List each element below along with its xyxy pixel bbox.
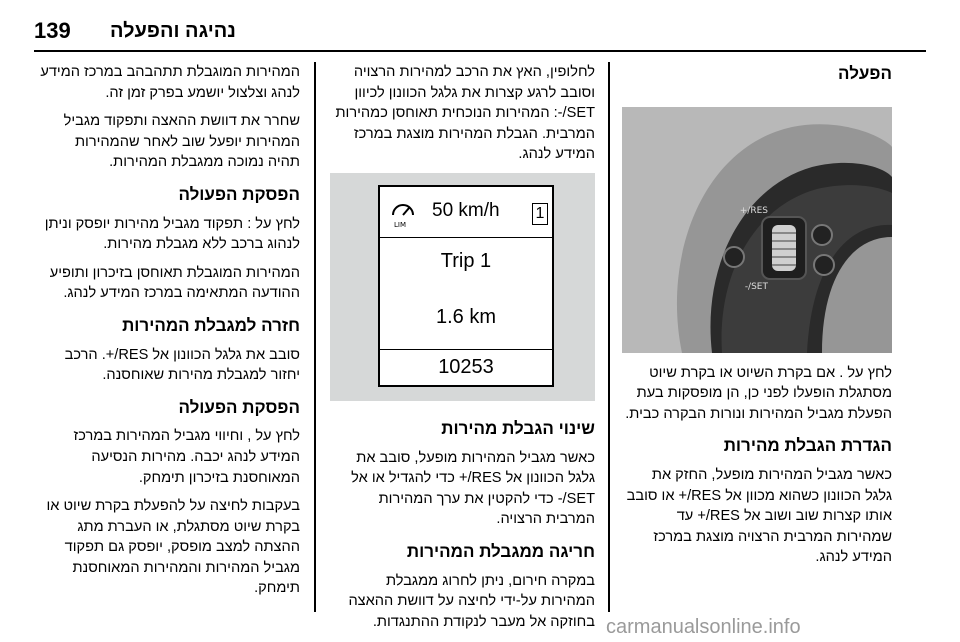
running-title: נהיגה והפעלה [110, 20, 236, 42]
section-heading: חריגה ממגבלת המהירות [406, 541, 595, 561]
trip-distance: 1.6 km [435, 305, 497, 328]
header-rule [34, 50, 926, 52]
paragraph-set-limit: כאשר מגביל המהירות מופעל, החזק את גלגל הכוונון כשהוא מכוון אל RES/+ או סובב אותו קצרות שוב ושוב אל RES/+ עד שמהירות המרבית הרצויה מוצגת במרכז המידע לנהג. [626, 466, 892, 566]
paragraph-stored: המהירות המוגבלת תאוחסן בזיכרון ותופיע ההודעה המתאימה במרכז המידע לנהג. [49, 264, 300, 302]
paragraph-deactivation2: לחץ על , וחיווי מגביל המהירות במרכז המידע לנהג יכבה. מהירות הנסיעה המאוחסנת בזיכרון תימחק. [73, 428, 300, 486]
column-middle [330, 62, 595, 640]
paragraph-slowdown: המהירות המוגבלת תתהבהב במרכז המידע לנהג וצלצול יושמע בפרק זמן זה. [40, 64, 300, 101]
section-heading: הגדרת הגבלת מהירות [723, 436, 892, 456]
svg-text:SET/-: SET/- [744, 281, 768, 292]
watermark: carmanualsonline.info [606, 616, 801, 638]
steering-wheel-figure [622, 107, 892, 353]
lcd-panel [378, 185, 554, 387]
column-left [40, 62, 300, 607]
column-divider [608, 62, 610, 612]
paragraph-deactivate: לחץ על : תפקוד מגביל מהירות יופסק וניתן לנהוג ברכב ללא מגבלת מהירות. [44, 215, 300, 253]
paragraph-change: כאשר מגביל המהירות מופעל, סובב את גלגל הכוונון אל RES/+ כדי להגדיל או אל SET/- כדי להקטין את ערך המהירות המרבית הרצויה. [351, 449, 595, 528]
paragraph-deactivation3: בעקבות לחיצה על להפעלת בקרת שיוט או בקרת שיוט מסתגלת, או העברת מתג ההצתה למצב מופסק, יופסק גם תפקוד מגביל המהירות והמהירות המאוחסנת תימחק. [46, 498, 300, 597]
svg-text:LIM: LIM [394, 220, 407, 229]
section-heading: הפסקת הפעולה [178, 184, 300, 204]
speed-limit-value: 50 km/h [432, 199, 500, 221]
paragraph-release: שחרר את דוושת ההאצה ותפקוד מגביל המהירות יופעל שוב לאחר שהמהירות תהיה נמוכה ממגבלת המהירות. [63, 113, 300, 171]
paragraph-resume: סובב את גלגל הכוונון אל RES/+. הרכב יחזור למגבלת מהירות שאוחסנה. [64, 346, 300, 384]
column-divider [314, 62, 316, 612]
column-right [622, 62, 892, 576]
page-header [0, 0, 960, 52]
section-heading: הפעלה [838, 64, 892, 83]
gear-indicator: 1 [532, 203, 548, 225]
trip-label: Trip 1 [440, 249, 492, 272]
svg-text:RES/+: RES/+ [739, 205, 768, 216]
section-heading: חזרה למגבלת המהירות [122, 315, 300, 335]
page-number: 139 [34, 18, 71, 43]
paragraph-activation: לחץ על . אם בקרת השיוט או בקרת שיוט מסתגלת הופעלו לפני כן, הן מופסקות בעת הפעלת מגביל המהירות ונורות הבקרה כבית. [625, 364, 892, 422]
paragraph-exceed: במקרה חירום, ניתן לחרוג ממגבלת המהירות על-ידי לחיצה על דוושת ההאצה בחוזקה אל מעבר לנקודת ההתנגדות. [348, 572, 595, 630]
odometer: 10253 [380, 349, 552, 384]
speed-limiter-icon [390, 199, 416, 229]
lcd-top-row [380, 195, 552, 238]
paragraph-alternative: לחלופין, האץ את הרכב למהירות הרצויה וסובב לרגע קצרות את גלגל הכוונון לכיוון SET/-: המהירות הנוכחית תאוחסן כמהירות המרבית. הגבלת המהירות מוצגת במרכז המידע לנהג. [335, 64, 595, 163]
section-heading: הפסקת הפעולה [178, 397, 300, 417]
section-heading: שינוי הגבלת מהירות [441, 418, 595, 438]
driver-info-display-figure [330, 173, 595, 401]
